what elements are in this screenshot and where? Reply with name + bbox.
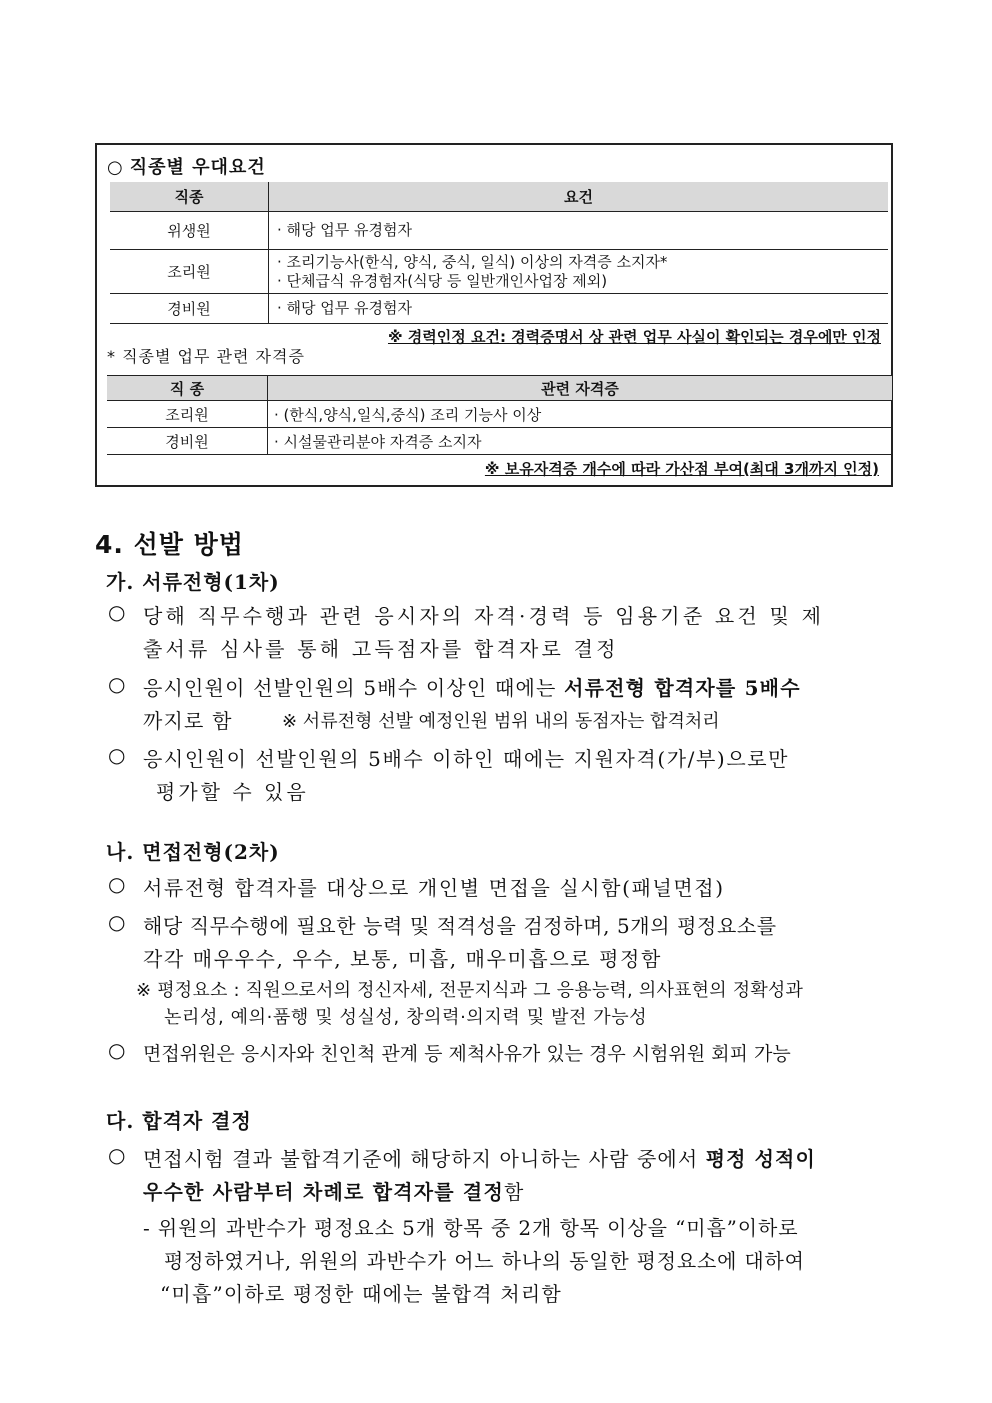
preference-table xyxy=(110,182,888,324)
subsection-title-a: 가. 서류전형(1차) xyxy=(106,570,280,594)
certificate-subtitle: * 직종별 업무 관련 자격증 xyxy=(107,347,305,366)
circle-bullet-icon: ○ xyxy=(108,872,126,896)
table-row xyxy=(110,250,888,294)
table-header-requirement: 요건 xyxy=(269,182,889,212)
paragraph-text: 함 xyxy=(503,1180,525,1204)
certificate-cell: · 시설물관리분야 자격증 소지자 xyxy=(268,428,893,455)
box-title xyxy=(107,153,266,179)
requirement-cell xyxy=(269,250,889,294)
note-text: ※ 서류전형 선발 예정인원 범위 내의 동점자는 합격처리 xyxy=(282,711,720,732)
paragraph-bold: 평정 성적이 xyxy=(705,1147,816,1171)
paragraph-line: 면접위원은 응시자와 친인척 관계 등 제척사유가 있는 경우 시험위원 회피 가능 xyxy=(143,1043,791,1065)
paragraph-bold: 서류전형 합격자를 5배수 xyxy=(564,676,801,700)
note-text: 논리성, 예의·품행 및 성실성, 창의력·의지력 및 발전 가능성 xyxy=(164,1007,648,1028)
subsection-title-b: 나. 면접전형(2차) xyxy=(106,840,280,864)
paragraph-line: 당해 직무수행과 관련 응시자의 자격·경력 등 임용기준 요건 및 제 xyxy=(143,604,825,628)
paragraph-line: - 위원의 과반수가 평정요소 5개 항목 중 2개 항목 이상을 “미흡”이하로 xyxy=(143,1216,799,1240)
preference-box xyxy=(95,143,893,487)
requirement-cell: · 해당 업무 유경험자 xyxy=(269,212,889,250)
section-title: 4. 선발 방법 xyxy=(95,530,244,559)
paragraph-line: 응시인원이 선발인원의 5배수 이하인 때에는 지원자격(가/부)으로만 xyxy=(143,747,790,771)
paragraph-bold: 우수한 사람부터 차례로 합격자를 결정 xyxy=(143,1180,504,1204)
certificate-cell: · (한식,양식,일식,중식) 조리 기능사 이상 xyxy=(268,401,893,428)
requirement-line: · 단체급식 유경험자(식당 등 일반개인사업장 제외) xyxy=(277,271,608,290)
paragraph-line: 각각 매우우수, 우수, 보통, 미흡, 매우미흡으로 평정함 xyxy=(143,947,662,971)
requirement-cell: · 해당 업무 유경험자 xyxy=(269,294,889,324)
certificate-table xyxy=(107,375,892,455)
circle-bullet-icon: ○ xyxy=(108,1038,126,1062)
paragraph-text: 응시인원이 선발인원의 5배수 이상인 때에는 xyxy=(143,676,565,700)
paragraph-line: 평정하였거나, 위원의 과반수가 어느 하나의 동일한 평정요소에 대하여 xyxy=(164,1249,805,1273)
paragraph-line: 까지로 함 xyxy=(143,709,233,733)
subsection-title-c: 다. 합격자 결정 xyxy=(106,1109,252,1133)
circle-bullet-icon: ○ xyxy=(108,672,126,696)
paragraph-line: 서류전형 합격자를 대상으로 개인별 면접을 실시함(패널면접) xyxy=(143,876,725,900)
box-title-text: 직종별 우대요건 xyxy=(129,157,266,178)
note-text: ※ 평정요소 : 직원으로서의 정신자세, 전문지식과 그 응용능력, 의사표현의 정확성과 xyxy=(136,980,804,1001)
table-row xyxy=(107,401,892,428)
circle-bullet-icon: ○ xyxy=(108,1143,126,1167)
table-row xyxy=(110,212,888,250)
paragraph-line xyxy=(143,672,801,701)
circle-bullet-icon: ○ xyxy=(108,600,126,624)
paragraph-line xyxy=(143,1143,816,1172)
paragraph-line: 출서류 심사를 통해 고득점자를 합격자로 결정 xyxy=(143,637,619,661)
job-cell: 조리원 xyxy=(110,250,269,294)
table-row xyxy=(107,428,892,455)
table-header-job: 직종 xyxy=(110,182,269,212)
bonus-note: ※ 보유자격증 개수에 따라 가산점 부여(최대 3개까지 인정) xyxy=(484,460,879,478)
paragraph-line xyxy=(143,1176,525,1205)
paragraph-line: “미흡”이하로 평정한 때에는 불합격 처리함 xyxy=(160,1282,562,1306)
requirement-line: · 조리기능사(한식, 양식, 중식, 일식) 이상의 자격증 소지자* xyxy=(277,252,668,271)
circle-bullet-icon: ○ xyxy=(108,910,126,934)
paragraph-line: 해당 직무수행에 필요한 능력 및 적격성을 검정하며, 5개의 평정요소를 xyxy=(143,914,777,938)
job-cell: 조리원 xyxy=(107,401,268,428)
paragraph-line: 평가할 수 있음 xyxy=(156,780,309,804)
job-cell: 경비원 xyxy=(107,428,268,455)
paragraph-text: 면접시험 결과 불합격기준에 해당하지 아니하는 사람 중에서 xyxy=(143,1147,706,1171)
table-header-certificate: 관련 자격증 xyxy=(268,376,893,401)
career-note: ※ 경력인정 요건: 경력증명서 상 관련 업무 사실이 확인되는 경우에만 인정 xyxy=(387,328,881,346)
table-row xyxy=(110,294,888,324)
table-header-job: 직 종 xyxy=(107,376,268,401)
job-cell: 경비원 xyxy=(110,294,269,324)
circle-bullet-icon: ○ xyxy=(107,157,124,178)
circle-bullet-icon: ○ xyxy=(108,743,126,767)
job-cell: 위생원 xyxy=(110,212,269,250)
